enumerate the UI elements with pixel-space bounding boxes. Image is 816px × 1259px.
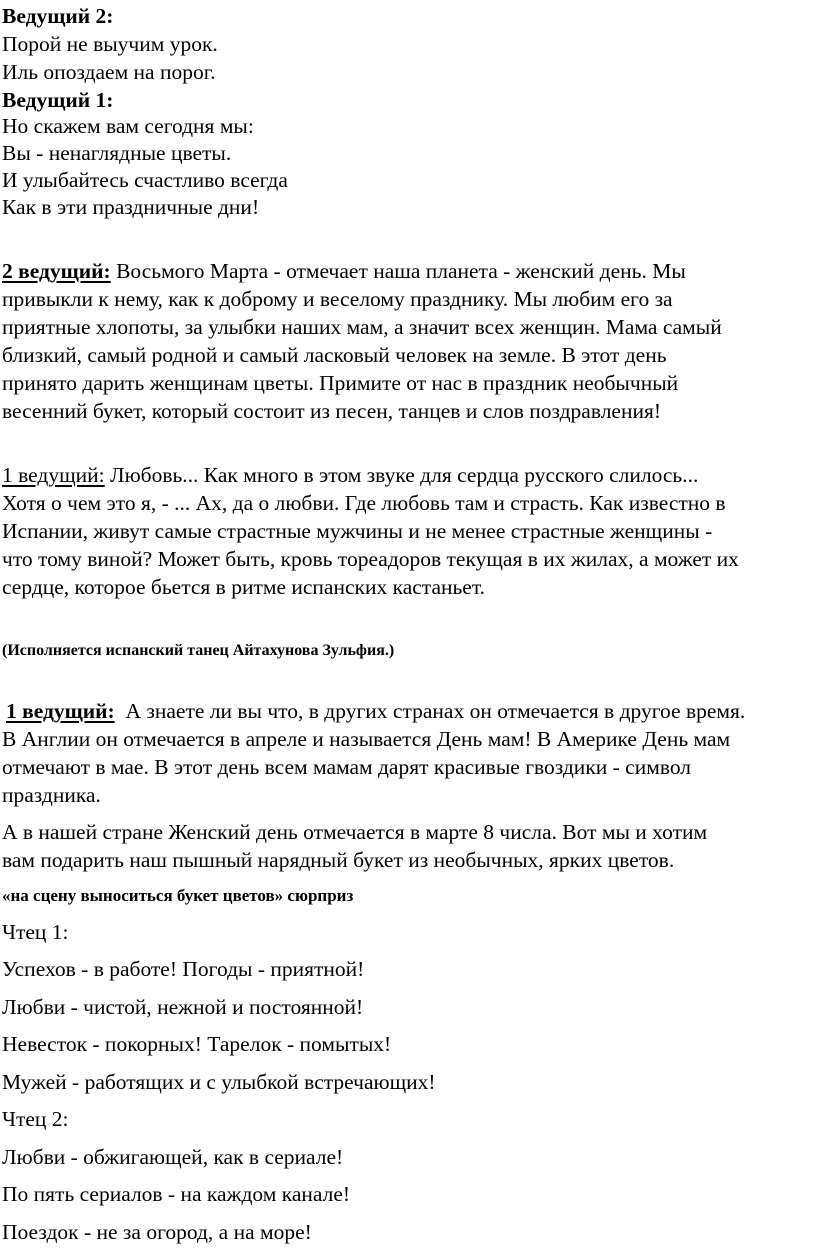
paragraph-line: близкий, самый родной и самый ласковый человек на земле. В этот день: [2, 343, 667, 367]
verse-line: Иль опоздаем на порог.: [2, 60, 216, 84]
reader-label: Чтец 1:: [2, 920, 69, 944]
verse-line: Успехов - в работе! Погоды - приятной!: [2, 957, 365, 981]
paragraph-line: вам подарить наш пышный нарядный букет из необычных, ярких цветов.: [2, 848, 675, 872]
speaker-label: 1 ведущий:: [6, 699, 115, 723]
verse-line: Порой не выучим урок.: [2, 32, 218, 56]
verse-line: Любви - чистой, нежной и постоянной!: [2, 995, 364, 1019]
paragraph-text: Восьмого Марта - отмечает наша планета - женский день. Мы: [116, 259, 686, 283]
paragraph-line: Испании, живут самые страстные мужчины и не менее страстные женщины -: [2, 519, 713, 543]
verse-line: Поездок - не за огород, а на море!: [2, 1220, 312, 1244]
paragraph-line: что тому виной? Может быть, кровь тореадоров текущая в их жилах, а может их: [2, 547, 739, 571]
paragraph-line: сердце, которое бьется в ритме испанских кастаньет.: [2, 575, 486, 599]
speaker-label: 1 ведущий:: [2, 463, 105, 487]
paragraph-line: В Англии он отмечается в апреле и называется День мам! В Америке День мам: [2, 727, 731, 751]
speaker-label: 2 ведущий:: [2, 259, 111, 283]
paragraph-line: приятные хлопоты, за улыбки наших мам, а значит всех женщин. Мама самый: [2, 315, 722, 339]
paragraph-line: праздника.: [2, 783, 101, 807]
verse-line: Как в эти праздничные дни!: [2, 195, 260, 219]
paragraph-line: Хотя о чем это я, - ... Ах, да о любви. Где любовь там и страсть. Как известно в: [2, 491, 726, 515]
paragraph-line: принято дарить женщинам цветы. Примите от нас в праздник необычный: [2, 371, 679, 395]
paragraph-line: привыкли к нему, как к доброму и веселому празднику. Мы любим его за: [2, 287, 673, 311]
paragraph-line: [2, 461, 698, 489]
paragraph-text: А знаете ли вы что, в других странах он отмечается в другое время.: [125, 699, 746, 723]
stage-direction: «на сцену выноситься букет цветов» сюрприз: [2, 886, 354, 905]
paragraph-line: отмечают в мае. В этот день всем мамам дарят красивые гвоздики - символ: [2, 755, 692, 779]
verse-line: Но скажем вам сегодня мы:: [2, 114, 254, 138]
reader-label: Чтец 2:: [2, 1107, 69, 1131]
speaker-label: Ведущий 2:: [2, 4, 114, 28]
verse-line: Любви - обжигающей, как в сериале!: [2, 1145, 344, 1169]
verse-line: Вы - ненаглядные цветы.: [2, 141, 232, 165]
verse-line: Невесток - покорных! Тарелок - помытых!: [2, 1032, 392, 1056]
verse-line: И улыбайтесь счастливо всегда: [2, 168, 288, 192]
verse-line: По пять сериалов - на каждом канале!: [2, 1182, 351, 1206]
stage-direction: (Исполняется испанский танец Айтахунова Зульфия.): [2, 642, 395, 659]
speaker-label: Ведущий 1:: [2, 88, 114, 112]
paragraph-text: Любовь... Как много в этом звуке для сердца русского слилось...: [110, 463, 699, 487]
paragraph-line: [6, 697, 745, 725]
paragraph-line: весенний букет, который состоит из песен, танцев и слов поздравления!: [2, 399, 662, 423]
paragraph-line: А в нашей стране Женский день отмечается в марте 8 числа. Вот мы и хотим: [2, 820, 708, 844]
paragraph-line: [2, 257, 686, 285]
verse-line: Мужей - работящих и с улыбкой встречающих!: [2, 1070, 436, 1094]
